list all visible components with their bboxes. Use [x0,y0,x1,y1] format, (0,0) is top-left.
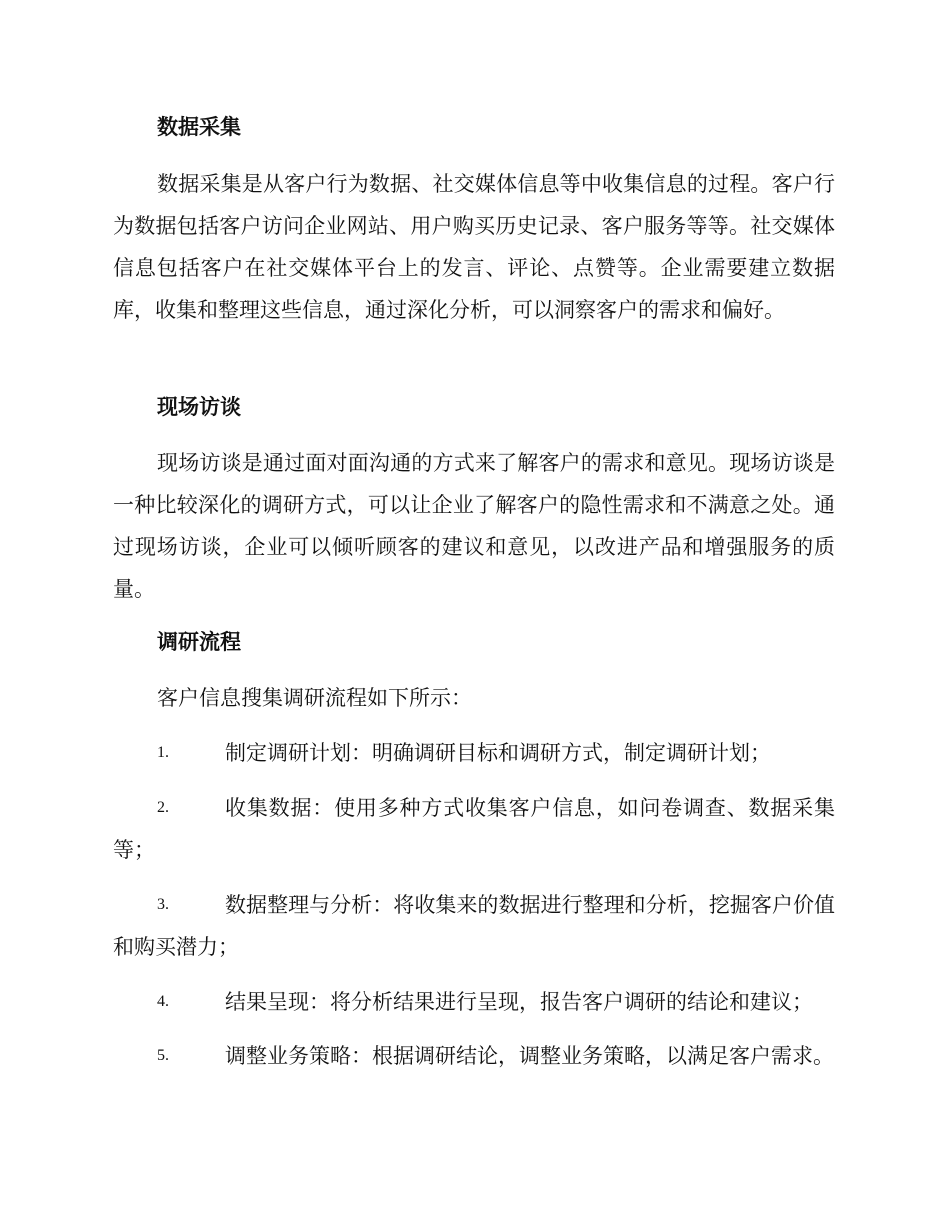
step-number: 5. [157,1047,169,1064]
section-paragraph-field-interview: 现场访谈是通过面对面沟通的方式来了解客户的需求和意见。现场访谈是一种比较深化的调研方式，可以让企业了解客户的隐性需求和不满意之处。通过现场访谈，企业可以倾听顾客的建议和意见，以改进产品和增强服务的质量。 [113,451,835,601]
section-paragraph-data-collection: 数据采集是从客户行为数据、社交媒体信息等中收集信息的过程。客户行为数据包括客户访问企业网站、用户购买历史记录、客户服务等等。社交媒体信息包括客户在社交媒体平台上的发言、评论、点赞等。企业需要建立数据库，收集和整理这些信息，通过深化分析，可以洞察客户的需求和偏好。 [113,172,835,322]
step-number: 4. [157,993,169,1010]
section-heading-field-interview: 现场访谈 [157,394,241,419]
process-step-1 [113,732,835,774]
process-step-3 [113,884,835,968]
section-heading-data-collection: 数据采集 [157,114,241,139]
step-text: 收集数据：使用多种方式收集客户信息，如问卷调查、数据采集等； [113,796,835,862]
process-step-4 [113,981,835,1023]
step-number: 2. [157,799,169,816]
step-text: 制定调研计划：明确调研目标和调研方式，制定调研计划； [225,741,771,765]
process-step-5 [113,1035,835,1077]
step-number: 1. [157,744,169,761]
step-text: 结果呈现：将分析结果进行呈现，报告客户调研的结论和建议； [225,990,813,1014]
section-paragraph-research-process: 客户信息搜集调研流程如下所示： [157,686,472,710]
section-heading-research-process: 调研流程 [157,629,241,654]
process-step-2 [113,787,835,871]
step-number: 3. [157,896,169,913]
step-text: 调整业务策略：根据调研结论，调整业务策略，以满足客户需求。 [225,1044,834,1068]
step-text: 数据整理与分析：将收集来的数据进行整理和分析，挖掘客户价值和购买潜力； [113,893,835,959]
